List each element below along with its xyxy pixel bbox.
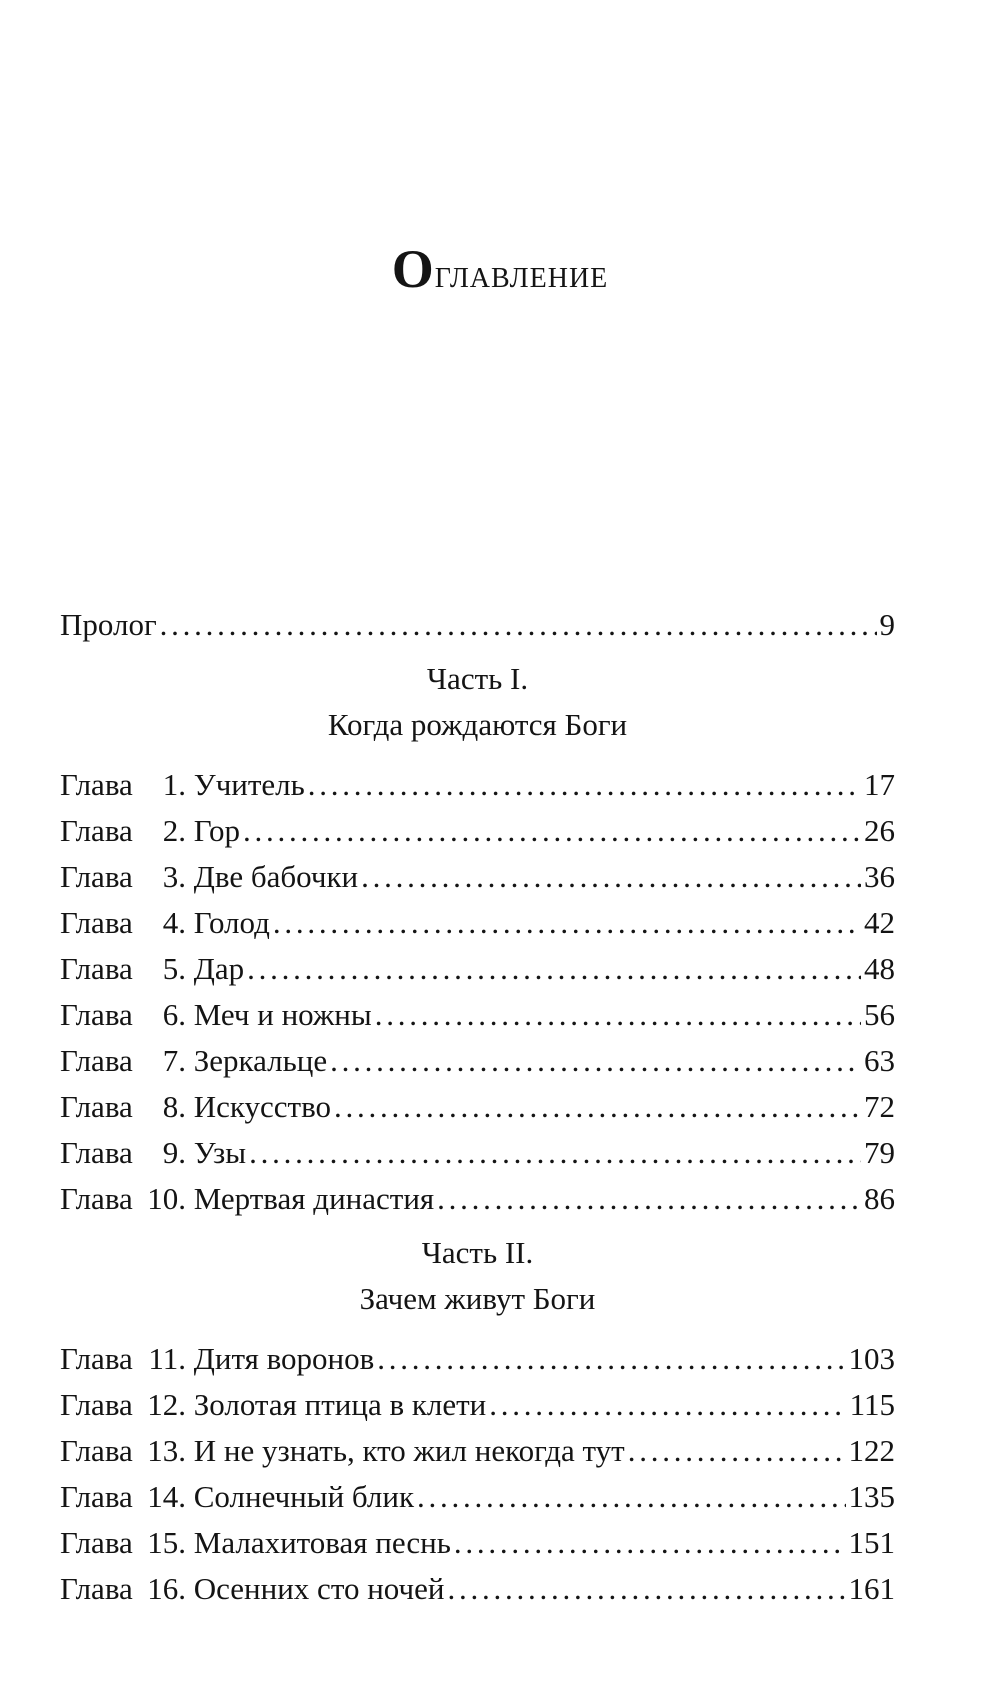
chapter-separator: [186, 1479, 194, 1514]
chapter-title: Меч и ножны: [193, 997, 372, 1032]
chapter-title: Искусство: [193, 1089, 332, 1124]
chapter-word: Глава: [60, 1433, 133, 1468]
entry-title: [60, 1176, 434, 1222]
chapter-title: Гор: [193, 813, 240, 848]
chapter-separator: [186, 1571, 194, 1606]
entry-page: 161: [848, 1571, 895, 1606]
chapter-word: Глава: [60, 1089, 133, 1124]
chapter-number: 13.: [147, 1433, 186, 1468]
entry-page: 48: [864, 951, 895, 986]
toc-entry-chapter[interactable]: [60, 900, 895, 946]
dot-leader: [437, 1176, 861, 1222]
entry-page: 115: [849, 1387, 895, 1422]
chapter-number: 2.: [162, 813, 186, 848]
entry-page: 86: [864, 1181, 895, 1216]
dot-leader: [361, 854, 861, 900]
entry-page: 26: [864, 813, 895, 848]
chapter-title: Узы: [193, 1135, 247, 1170]
toc-entry-prologue[interactable]: [60, 602, 895, 648]
chapter-separator: [186, 1135, 194, 1170]
chapter-separator: [186, 951, 194, 986]
dot-leader: [628, 1428, 846, 1474]
chapter-title: Осенних сто ночей: [193, 1571, 445, 1606]
chapter-separator: [186, 859, 194, 894]
toc-entry-chapter[interactable]: [60, 808, 895, 854]
chapter-separator: [186, 1181, 194, 1216]
chapter-number: 3.: [162, 859, 186, 894]
dot-leader: [454, 1520, 846, 1566]
entry-page: 135: [848, 1479, 895, 1514]
chapter-title: Малахитовая песнь: [193, 1525, 451, 1560]
chapter-number: 4.: [162, 905, 186, 940]
chapter-word: Глава: [60, 1181, 133, 1216]
chapter-title: Учитель: [193, 767, 305, 802]
dot-leader: [375, 992, 861, 1038]
entry-title: [60, 992, 372, 1038]
chapter-separator: [186, 905, 194, 940]
entry-page: 36: [864, 859, 895, 894]
dot-leader: [160, 602, 877, 648]
toc-entry-chapter[interactable]: [60, 1038, 895, 1084]
dot-leader: [243, 808, 861, 854]
entry-title: [60, 854, 358, 900]
chapter-word: Глава: [60, 905, 133, 940]
chapter-word: Глава: [60, 951, 133, 986]
toc-entry-chapter[interactable]: [60, 1382, 895, 1428]
chapter-word: Глава: [60, 813, 133, 848]
chapter-number: 10.: [147, 1181, 186, 1216]
chapter-word: Глава: [60, 767, 133, 802]
toc-entry-chapter[interactable]: [60, 762, 895, 808]
entry-title: [60, 1336, 374, 1382]
chapter-word: Глава: [60, 1135, 133, 1170]
entry-title: [60, 1084, 331, 1130]
entry-title: [60, 1520, 451, 1566]
chapter-word: Глава: [60, 1571, 133, 1606]
toc-entry-chapter[interactable]: [60, 1566, 895, 1612]
toc-entry-chapter[interactable]: [60, 1520, 895, 1566]
entry-title: Пролог: [60, 607, 157, 642]
chapter-title: Мертвая династия: [193, 1181, 435, 1216]
entry-page: 122: [848, 1433, 895, 1468]
dot-leader: [417, 1474, 845, 1520]
entry-page: 9: [879, 607, 895, 642]
page-title: [0, 238, 1000, 300]
part-number: Часть I.: [426, 661, 529, 696]
chapter-title: Дар: [193, 951, 245, 986]
chapter-separator: [186, 997, 194, 1032]
entry-page: 63: [864, 1043, 895, 1078]
entry-page: 72: [864, 1089, 895, 1124]
chapter-word: Глава: [60, 1341, 133, 1376]
entry-page: 17: [864, 767, 895, 802]
toc-entry-chapter[interactable]: [60, 1084, 895, 1130]
entry-title: [60, 946, 244, 992]
entry-title: [60, 808, 240, 854]
chapter-separator: [186, 1525, 194, 1560]
toc-entry-chapter[interactable]: [60, 1474, 895, 1520]
chapter-word: Глава: [60, 1479, 133, 1514]
toc-entry-chapter[interactable]: [60, 1176, 895, 1222]
table-of-contents: [60, 602, 895, 1612]
chapter-title: Голод: [193, 905, 270, 940]
chapter-number: 1.: [162, 767, 186, 802]
chapter-number: 6.: [162, 997, 186, 1032]
entry-page: 56: [864, 997, 895, 1032]
toc-entry-chapter[interactable]: [60, 1428, 895, 1474]
chapter-number: 14.: [147, 1479, 186, 1514]
dot-leader: [308, 762, 861, 808]
chapter-word: Глава: [60, 997, 133, 1032]
chapter-title: Солнечный блик: [193, 1479, 415, 1514]
chapter-separator: [186, 1387, 194, 1422]
chapter-word: Глава: [60, 1043, 133, 1078]
chapter-separator: [186, 1043, 194, 1078]
dot-leader: [330, 1038, 861, 1084]
entry-title: [60, 1566, 444, 1612]
dot-leader: [447, 1566, 845, 1612]
chapter-number: 11.: [148, 1341, 186, 1376]
chapter-separator: [186, 1089, 194, 1124]
chapter-title: И не узнать, кто жил некогда тут: [193, 1433, 625, 1468]
toc-entry-chapter[interactable]: [60, 946, 895, 992]
chapter-title: Дитя воронов: [193, 1341, 375, 1376]
chapter-word: Глава: [60, 1525, 133, 1560]
part-heading: [60, 656, 895, 748]
entry-title: [60, 1382, 486, 1428]
entry-title: [60, 762, 305, 808]
dot-leader: [489, 1382, 846, 1428]
toc-entry-chapter[interactable]: [60, 992, 895, 1038]
chapter-number: 8.: [162, 1089, 186, 1124]
dot-leader: [377, 1336, 845, 1382]
chapter-separator: [186, 1433, 194, 1468]
title-rest: главление: [434, 251, 609, 296]
chapter-number: 16.: [147, 1571, 186, 1606]
chapter-title: Золотая птица в клети: [193, 1387, 487, 1422]
dot-leader: [273, 900, 861, 946]
entry-page: 151: [848, 1525, 895, 1560]
entry-title: [60, 1130, 246, 1176]
part-number: Часть II.: [421, 1235, 534, 1270]
toc-entry-chapter[interactable]: [60, 854, 895, 900]
chapter-number: 12.: [147, 1387, 186, 1422]
chapter-separator: [186, 813, 194, 848]
dot-leader: [249, 1130, 861, 1176]
entry-page: 79: [864, 1135, 895, 1170]
dot-leader: [247, 946, 861, 992]
dot-leader: [334, 1084, 861, 1130]
entry-title: [60, 900, 270, 946]
chapter-number: 7.: [162, 1043, 186, 1078]
chapter-title: Зеркальце: [193, 1043, 328, 1078]
chapter-separator: [186, 767, 194, 802]
chapter-number: 15.: [147, 1525, 186, 1560]
chapter-number: 5.: [162, 951, 186, 986]
parts-container: [60, 656, 895, 1612]
chapter-separator: [186, 1341, 194, 1376]
chapter-number: 9.: [162, 1135, 186, 1170]
entry-page: 42: [864, 905, 895, 940]
chapter-word: Глава: [60, 859, 133, 894]
entry-title: [60, 1474, 414, 1520]
title-initial: О: [391, 239, 435, 299]
part-subtitle: Когда рождаются Боги: [327, 707, 628, 742]
entry-title: [60, 1428, 625, 1474]
entry-page: 103: [848, 1341, 895, 1376]
chapter-word: Глава: [60, 1387, 133, 1422]
part-subtitle: Зачем живут Боги: [359, 1281, 596, 1316]
entry-title: [60, 1038, 327, 1084]
chapter-title: Две бабочки: [193, 859, 359, 894]
part-heading: [60, 1230, 895, 1322]
toc-entry-chapter[interactable]: [60, 1130, 895, 1176]
toc-entry-chapter[interactable]: [60, 1336, 895, 1382]
